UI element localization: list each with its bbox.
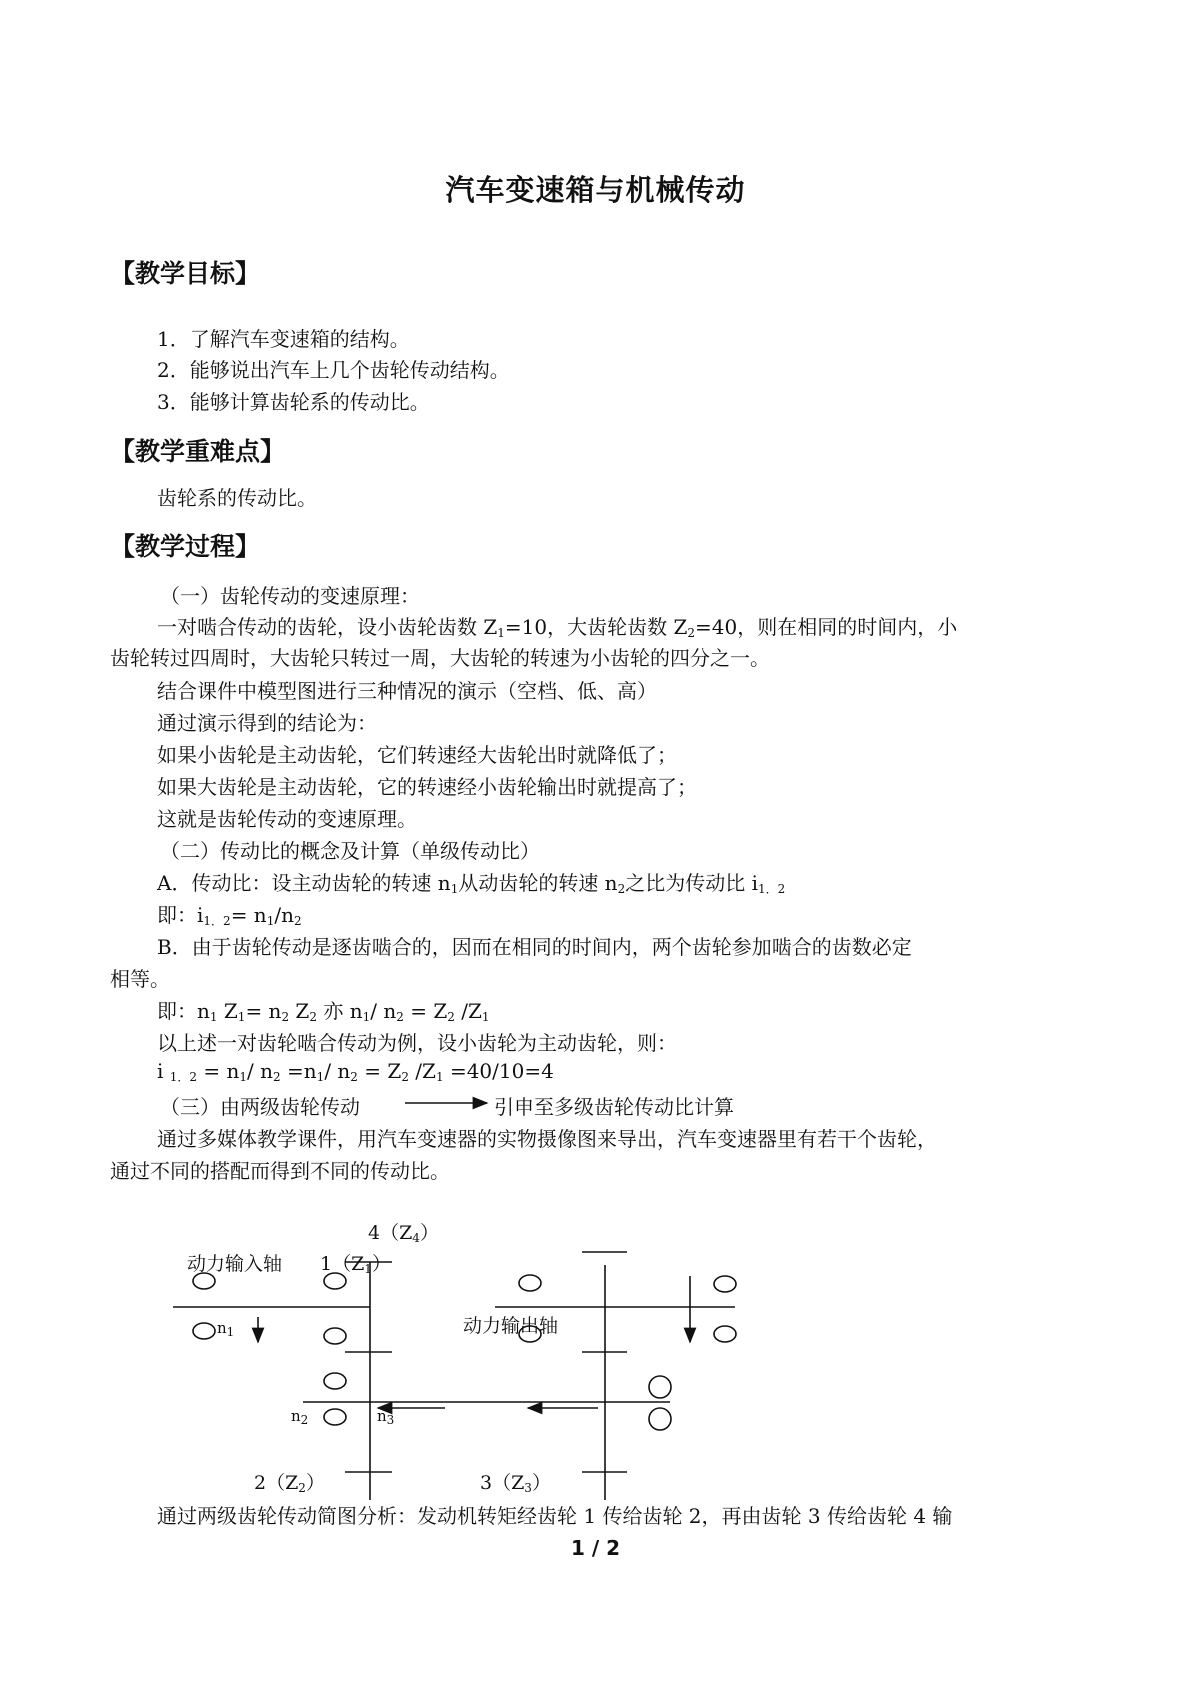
paragraph-8-line-1: 通过多媒体教学课件，用汽车变速器的实物摄像图来导出，汽车变速器里有若干个齿轮， (157, 1127, 937, 1151)
gear-oval (324, 1373, 346, 1389)
gear-oval (324, 1409, 346, 1425)
section-2-title: （二）传动比的概念及计算（单级传动比） (160, 839, 540, 863)
page-title: 汽车变速箱与机械传动 (445, 173, 746, 207)
paragraph-3: 通过演示得到的结论为： (157, 711, 377, 735)
gear-2-label: $2(Z_2)$ (254, 1472, 325, 1495)
gear-oval (519, 1275, 541, 1291)
gear-oval (649, 1408, 671, 1430)
key-points-text: 齿轮系的传动比。 (157, 486, 317, 510)
paragraph-1-line-2: 齿轮转过四周时，大齿轮只转过一周，大齿轮的转速为小齿轮的四分之一。 (110, 646, 770, 670)
n2-label: $n_2$ (291, 1407, 309, 1427)
formula-1: 即：$i_{1.2}= n_1/n_2$ (157, 903, 302, 928)
paragraph-5: 如果大齿轮是主动齿轮，它的转速经小齿轮输出时就提高了； (157, 775, 697, 799)
formula-2: 即：$n_1$ $Z_1= n_2$ $Z_2$ 亦 $n_1/$ $n_2 = Z_2$ $/Z_1$ (157, 999, 490, 1024)
section-3-title-left: （三）由两级齿轮传动 (160, 1095, 360, 1119)
objectives-heading: 【教学目标】 (110, 259, 261, 288)
page-number: 1 / 2 (570, 1536, 621, 1560)
output-shaft-label: 动力输出轴 (463, 1315, 559, 1337)
paragraph-4: 如果小齿轮是主动齿轮，它们转速经大齿轮出时就降低了； (157, 743, 677, 767)
gear-oval (714, 1326, 736, 1342)
n1-label: $n_1$ (217, 1319, 235, 1339)
paragraph-1-line-1: 一对啮合传动的齿轮，设小齿轮齿数 $Z_1=10$，大齿轮齿数 $Z_2=40$，则在相同的时间内，小 (157, 615, 958, 640)
section-1-title: （一）齿轮传动的变速原理： (160, 584, 420, 608)
paragraph-9: 通过两级齿轮传动简图分析：发动机转矩经齿轮 1 传给齿轮 2，再由齿轮 3 传给齿轮 4 输 (157, 1504, 953, 1528)
objective-item-2: 2．能够说出汽车上几个齿轮传动结构。 (157, 358, 510, 382)
gear-oval (324, 1328, 346, 1344)
input-shaft-label: 动力输入轴 (187, 1253, 283, 1275)
definition-b-line-2: 相等。 (110, 967, 170, 991)
formula-3: i $_{1.2} = n_1/$ $n_2 =n_1/$ $n_2 = Z_2$ $/Z_1 =40/10=4$ (157, 1059, 554, 1084)
paragraph-7: 以上述一对齿轮啮合传动为例，设小齿轮为主动齿轮，则： (157, 1031, 677, 1055)
objective-item-1: 1．了解汽车变速箱的结构。 (157, 327, 410, 351)
n3-label: $n_3$ (377, 1407, 395, 1427)
key-points-heading: 【教学重难点】 (110, 437, 286, 466)
process-heading: 【教学过程】 (110, 532, 261, 561)
gear-3-label: $3(Z_3)$ (480, 1472, 551, 1495)
gear-4-label: $4(Z_4)$ (368, 1222, 439, 1245)
paragraph-2: 结合课件中模型图进行三种情况的演示（空档、低、高） (157, 679, 657, 703)
objective-item-3: 3．能够计算齿轮系的传动比。 (157, 390, 430, 414)
paragraph-8-line-2: 通过不同的搭配而得到不同的传动比。 (110, 1159, 450, 1183)
paragraph-6: 这就是齿轮传动的变速原理。 (157, 807, 417, 831)
definition-b-line-1: B．由于齿轮传动是逐齿啮合的，因而在相同的时间内，两个齿轮参加啮合的齿数必定 (157, 935, 912, 959)
gear-1-label: $1(Z_1)$ (320, 1253, 391, 1276)
definition-a: A．传动比：设主动齿轮的转速 $n_1$从动齿轮的转速 $n_2$之比为传动比 $i_{1.2}$ (157, 871, 786, 896)
section-3-title-right: 引申至多级齿轮传动比计算 (494, 1095, 734, 1119)
gear-oval (714, 1276, 736, 1292)
gear-oval (193, 1323, 215, 1339)
gear-oval (649, 1376, 671, 1398)
